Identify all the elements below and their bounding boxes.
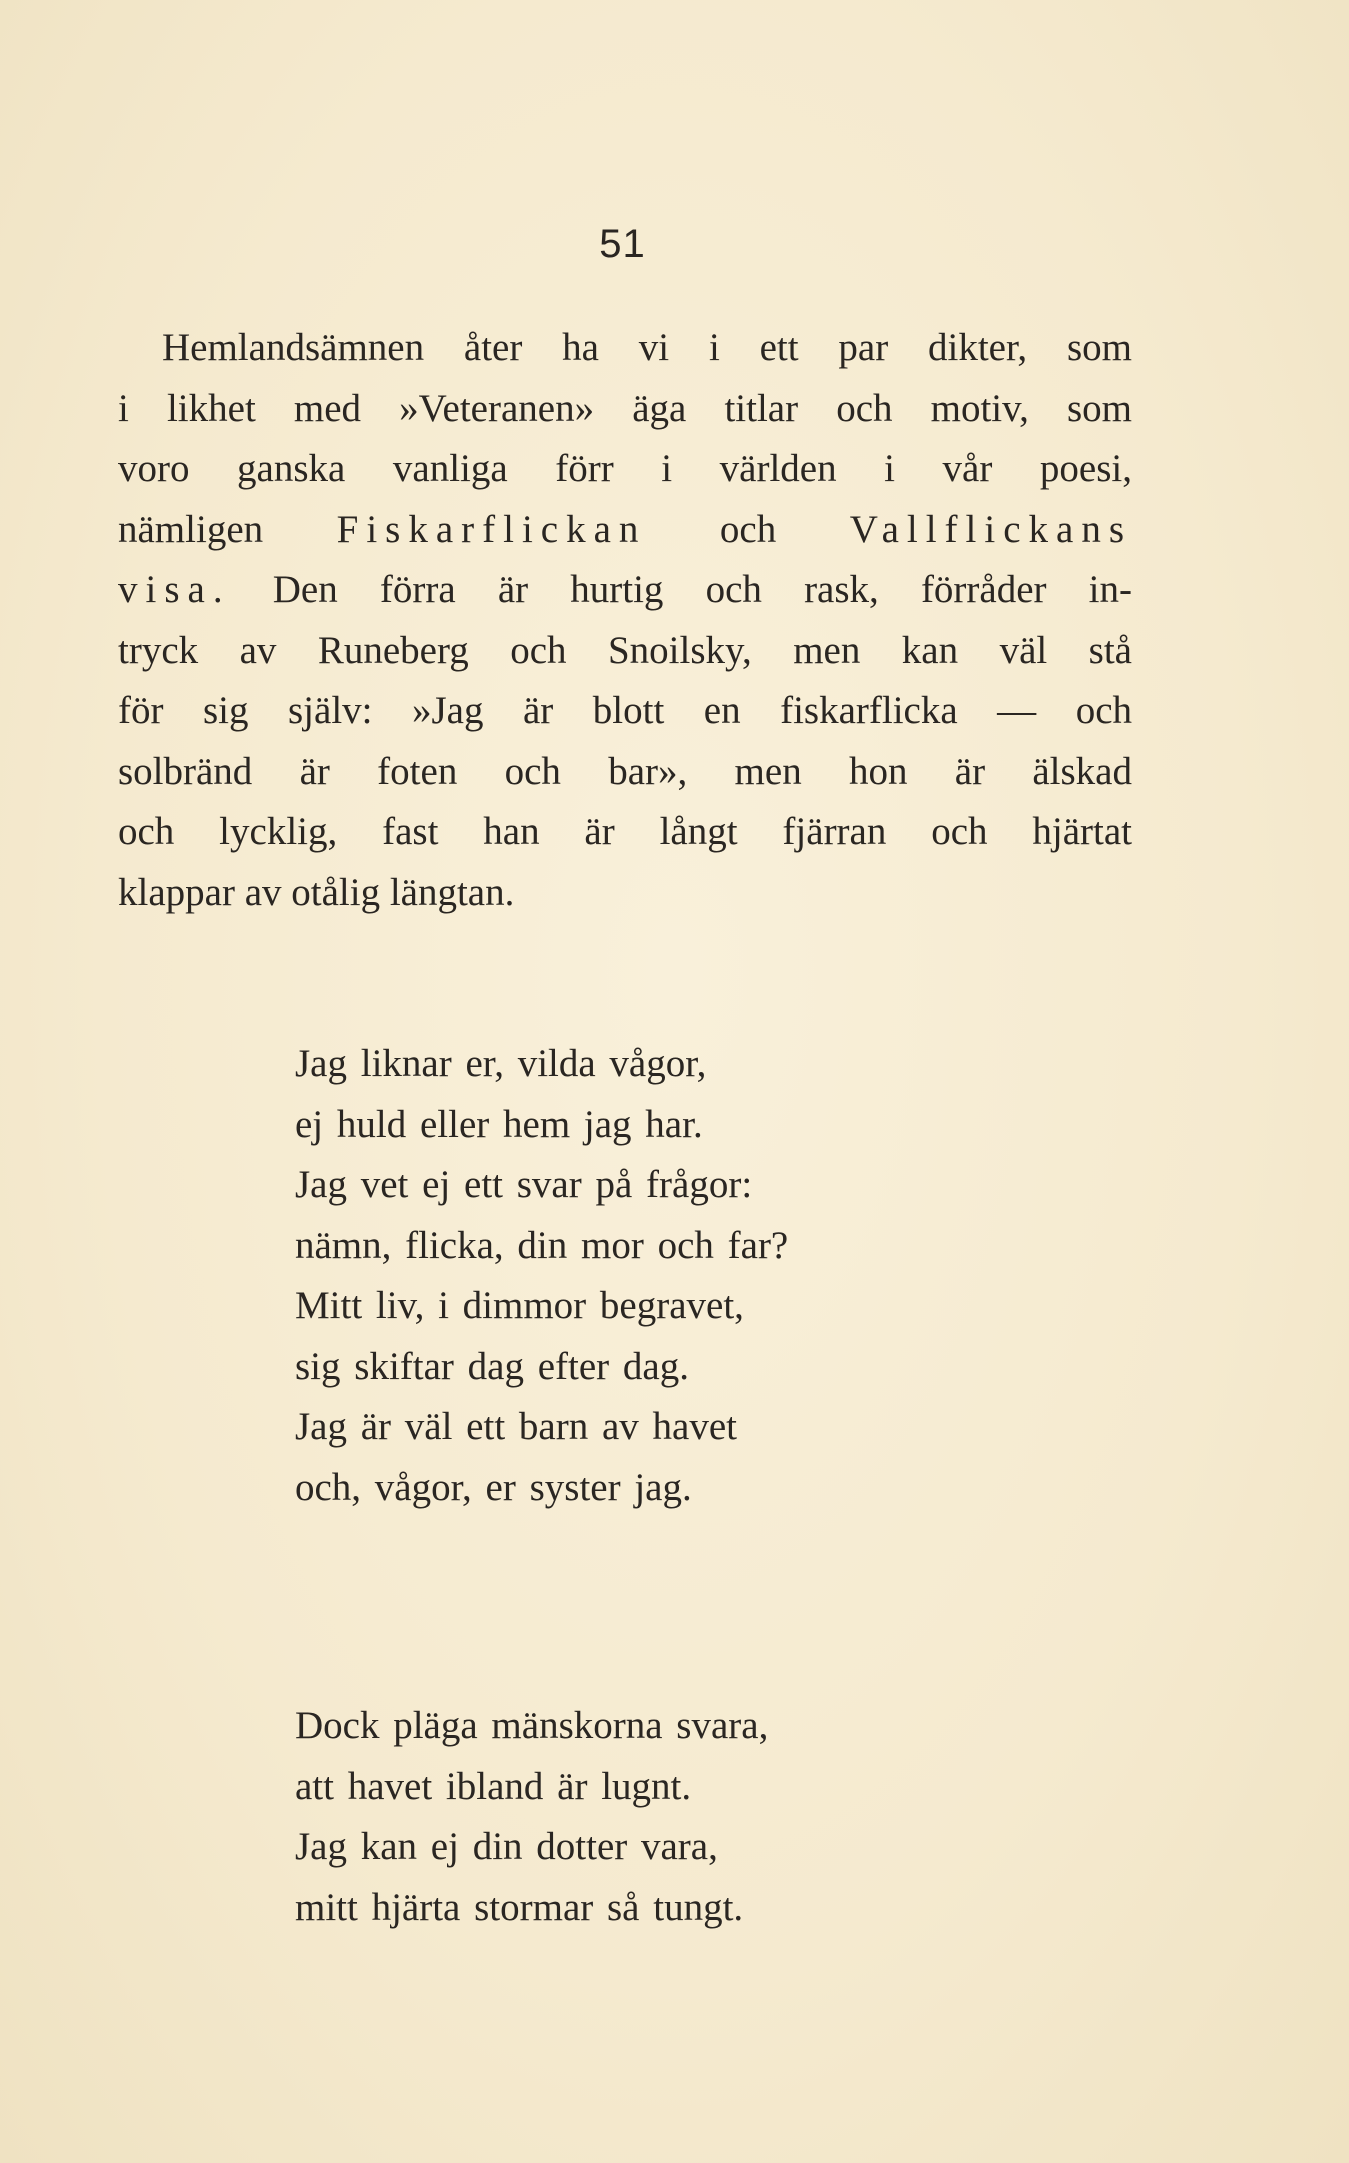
poem-line: och, vågor, er syster jag. — [295, 1465, 692, 1509]
poem-line: Jag vet ej ett svar på frågor: — [295, 1163, 753, 1206]
prose-line — [118, 560, 1132, 621]
poem-line: Jag liknar er, vilda vågor, — [295, 1042, 707, 1085]
poem-stanza-2 — [295, 1696, 995, 1938]
prose-line: i likhet med »Veteranen» äga titlar och motiv, som — [118, 386, 1132, 430]
prose-line — [118, 500, 1132, 561]
prose-line: voro ganska vanliga förr i världen i vår poesi, — [118, 447, 1132, 490]
prose-word: nämligen — [118, 507, 264, 551]
prose-line: Hemlandsämnen åter ha vi i ett par dikter, som — [162, 326, 1132, 369]
poem-line: att havet ibland är lugnt. — [295, 1764, 692, 1808]
poem-line: Dock pläga mänskorna svara, — [295, 1704, 769, 1747]
poem-line: nämn, flicka, din mor och far? — [295, 1223, 789, 1267]
prose-line: solbränd är foten och bar», men hon är älskad — [118, 749, 1132, 793]
poem-stanza-1 — [295, 1034, 995, 1518]
poem-line: sig skiftar dag efter dag. — [295, 1344, 689, 1388]
poem-line: Jag är väl ett barn av havet — [295, 1405, 737, 1448]
prose-word: och — [719, 507, 777, 551]
prose-line: för sig själv: »Jag är blott en fiskarflicka — och — [118, 689, 1132, 732]
poem-title-visa: visa. — [118, 568, 231, 611]
prose-line: tryck av Runeberg och Snoilsky, men kan väl stå — [118, 628, 1132, 672]
poem-title-fiskarflickan: Fiskarflickan — [336, 507, 647, 551]
poem-line: Mitt liv, i dimmor begravet, — [295, 1284, 744, 1327]
prose-line: klappar av otålig längtan. — [118, 870, 515, 914]
poem-line: mitt hjärta stormar så tungt. — [295, 1885, 744, 1929]
prose-text: Den förra är hurtig och rask, förråder in- — [272, 568, 1132, 611]
poem-line: Jag kan ej din dotter vara, — [295, 1825, 718, 1868]
prose-paragraph — [118, 318, 1132, 923]
page-number: 51 — [599, 222, 646, 266]
poem-title-vallflickans: Vallflickans — [849, 507, 1133, 551]
poem-line: ej huld eller hem jag har. — [295, 1102, 703, 1146]
prose-line: och lycklig, fast han är långt fjärran och hjärtat — [118, 810, 1132, 853]
